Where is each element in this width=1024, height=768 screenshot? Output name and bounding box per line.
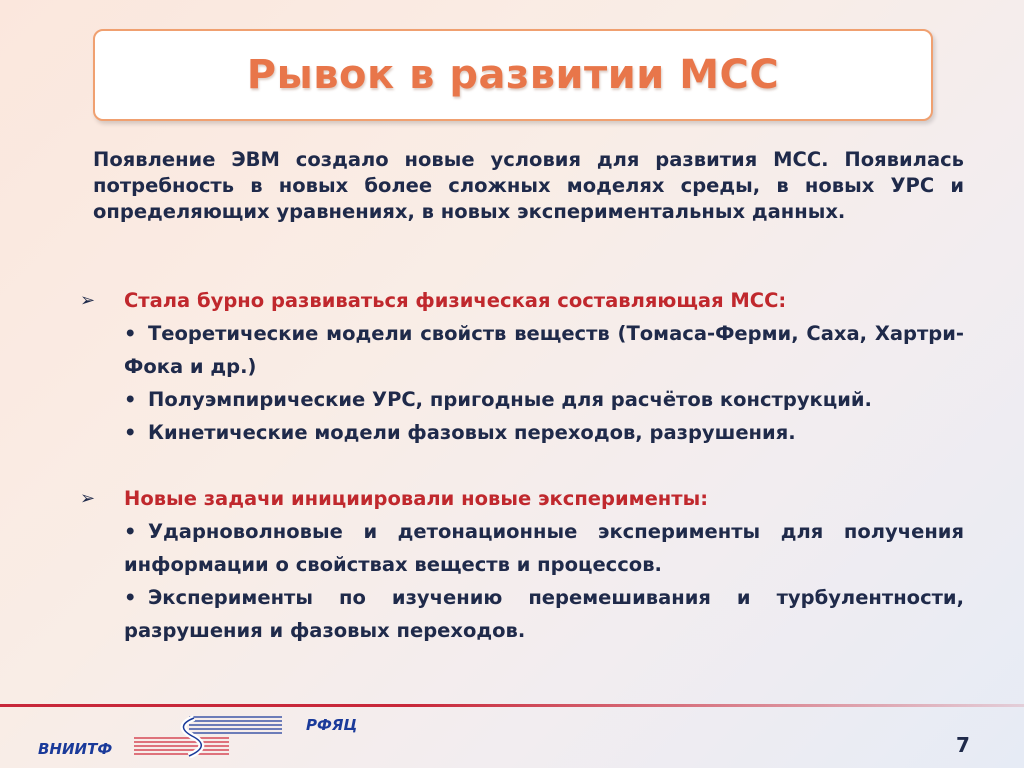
intro-paragraph: Появление ЭВМ создало новые условия для развития МСС. Появилась потребность в новых более сложных моделях среды, в новых УРС и определяющих уравнениях, в новых экспериментальных данных.: [93, 148, 964, 223]
list-item: • Эксперименты по изучению перемешивания и турбулентности, разрушения и фазовых переходов.: [124, 581, 964, 647]
list-item: • Ударноволновые и детонационные эксперименты для получения информации о свойствах веществ и процессов.: [124, 515, 964, 581]
bullet-dot-icon: •: [124, 586, 137, 609]
footer-divider: [0, 704, 1024, 707]
section-heading: [80, 485, 964, 513]
arrow-bullet-icon: ➢: [80, 488, 96, 509]
bullet-dot-icon: •: [124, 322, 137, 345]
bullet-list: [124, 317, 964, 449]
institute-emblem-icon: [134, 714, 284, 758]
list-item: • Полуэмпирические УРС, пригодные для расчётов конструкций.: [124, 383, 964, 416]
section-heading: [80, 287, 964, 315]
bullet-dot-icon: •: [124, 421, 137, 444]
bullet-dot-icon: •: [124, 520, 137, 543]
logo-rfyac: РФЯЦ: [306, 716, 358, 734]
page-number: 7: [956, 733, 970, 757]
bullet-dot-icon: •: [124, 388, 137, 411]
slide-title: Рывок в развитии МСС: [246, 52, 780, 98]
list-item: • Теоретические модели свойств веществ (Томаса-Ферми, Саха, Хартри-Фока и др.): [124, 317, 964, 383]
bullet-list: [124, 515, 964, 647]
section-heading-text: Стала бурно развиваться физическая составляющая МСС:: [124, 289, 787, 312]
logo-vniitf: ВНИИТФ: [38, 740, 113, 758]
title-box: [93, 29, 933, 121]
list-item: • Кинетические модели фазовых переходов, разрушения.: [124, 416, 964, 449]
section-heading-text: Новые задачи инициировали новые эксперименты:: [124, 487, 709, 510]
arrow-bullet-icon: ➢: [80, 290, 96, 311]
section-physical: [80, 287, 964, 449]
section-experiments: [80, 485, 964, 647]
